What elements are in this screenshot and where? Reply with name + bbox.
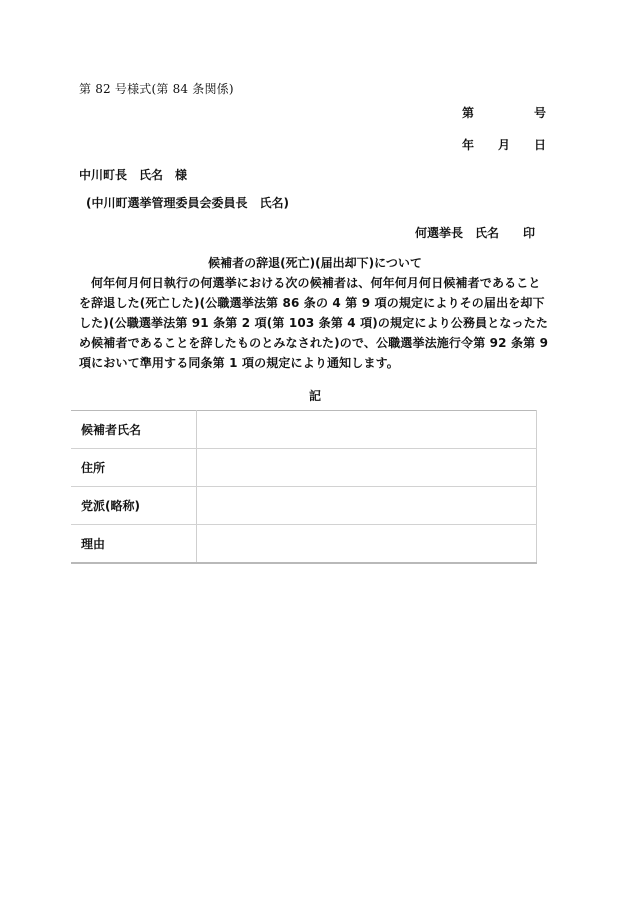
subject-title: 候補者の辞退(死亡)(届出却下)について [208, 256, 422, 270]
label-candidate-name: 候補者氏名 [71, 411, 197, 449]
label-reason: 理由 [71, 525, 197, 564]
candidate-info-table [71, 410, 537, 564]
document-number: 第 号 [461, 106, 546, 120]
addressee: 中川町長 氏名 様 [79, 168, 188, 182]
value-address[interactable] [197, 449, 537, 487]
table-row-address [71, 449, 537, 487]
value-candidate-name[interactable] [197, 411, 537, 449]
form-number: 第 82 号様式(第 84 条関係) [79, 82, 234, 96]
value-party[interactable] [197, 487, 537, 525]
label-party: 党派(略称) [71, 487, 197, 525]
table-row-party [71, 487, 537, 525]
table-row-candidate-name [71, 411, 537, 449]
label-address: 住所 [71, 449, 197, 487]
value-reason[interactable] [197, 525, 537, 564]
ki-heading: 記 [308, 389, 321, 403]
sender-signature: 何選挙長 氏名 印 [414, 226, 535, 240]
committee-chair: (中川町選挙管理委員会委員長 氏名) [86, 196, 289, 210]
notice-body: 何年何月何日執行の何選挙における次の候補者は、何年何月何日候補者であることを辞退した(死亡した)(公職選挙法第 86 条の 4 第 9 項の規定によりその届出を却下した)(公職選挙法第 91 条第 2 項(第 103 条第 4 項)の規定により公務員となったため候補者であることを辞したものとみなされた)ので、公職選挙法施行令第 92 条第 9 項において準用する同条第 1 項の規定により通知します。 [79, 276, 549, 370]
table-row-reason [71, 525, 537, 564]
document-date: 年 月 日 [461, 138, 546, 152]
